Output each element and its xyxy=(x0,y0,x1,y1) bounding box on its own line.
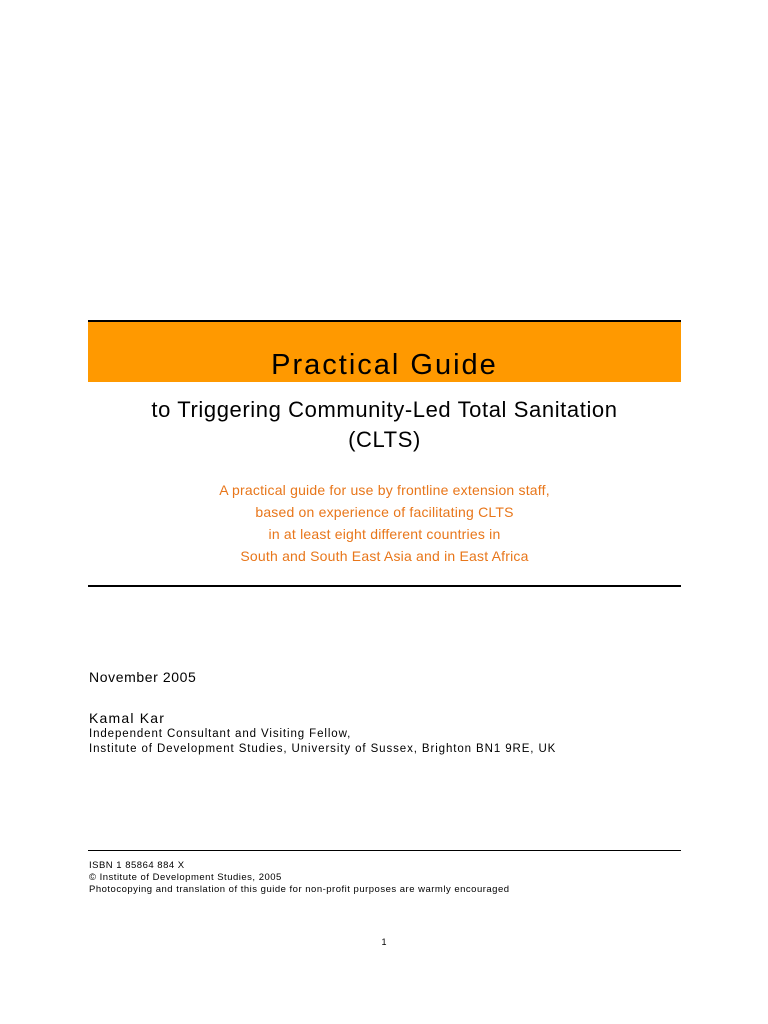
description-line: in at least eight different countries in xyxy=(268,526,501,542)
title-band xyxy=(88,320,681,382)
page-title: Practical Guide xyxy=(271,349,498,381)
description-block xyxy=(88,479,681,567)
copyright-text: © Institute of Development Studies, 2005 xyxy=(89,872,282,883)
description-line: based on experience of facilitating CLTS xyxy=(255,504,514,520)
footer-rule xyxy=(88,850,681,851)
isbn-text: ISBN 1 85864 884 X xyxy=(89,860,185,871)
subtitle-line-1: to Triggering Community-Led Total Sanitation xyxy=(151,397,618,422)
description-line: A practical guide for use by frontline extension staff, xyxy=(219,482,550,498)
author-name: Kamal Kar xyxy=(89,710,166,726)
description-line: South and South East Asia and in East Africa xyxy=(240,548,529,564)
subtitle-line-2: (CLTS) xyxy=(348,427,421,452)
author-affiliation-line-1: Independent Consultant and Visiting Fellow, xyxy=(89,728,352,740)
publication-date: November 2005 xyxy=(89,669,197,685)
page-number: 1 xyxy=(381,937,387,947)
copy-permission-note: Photocopying and translation of this guide for non-profit purposes are warmly encouraged xyxy=(89,884,510,895)
divider-rule xyxy=(88,585,681,587)
author-affiliation-line-2: Institute of Development Studies, University of Sussex, Brighton BN1 9RE, UK xyxy=(89,743,557,755)
